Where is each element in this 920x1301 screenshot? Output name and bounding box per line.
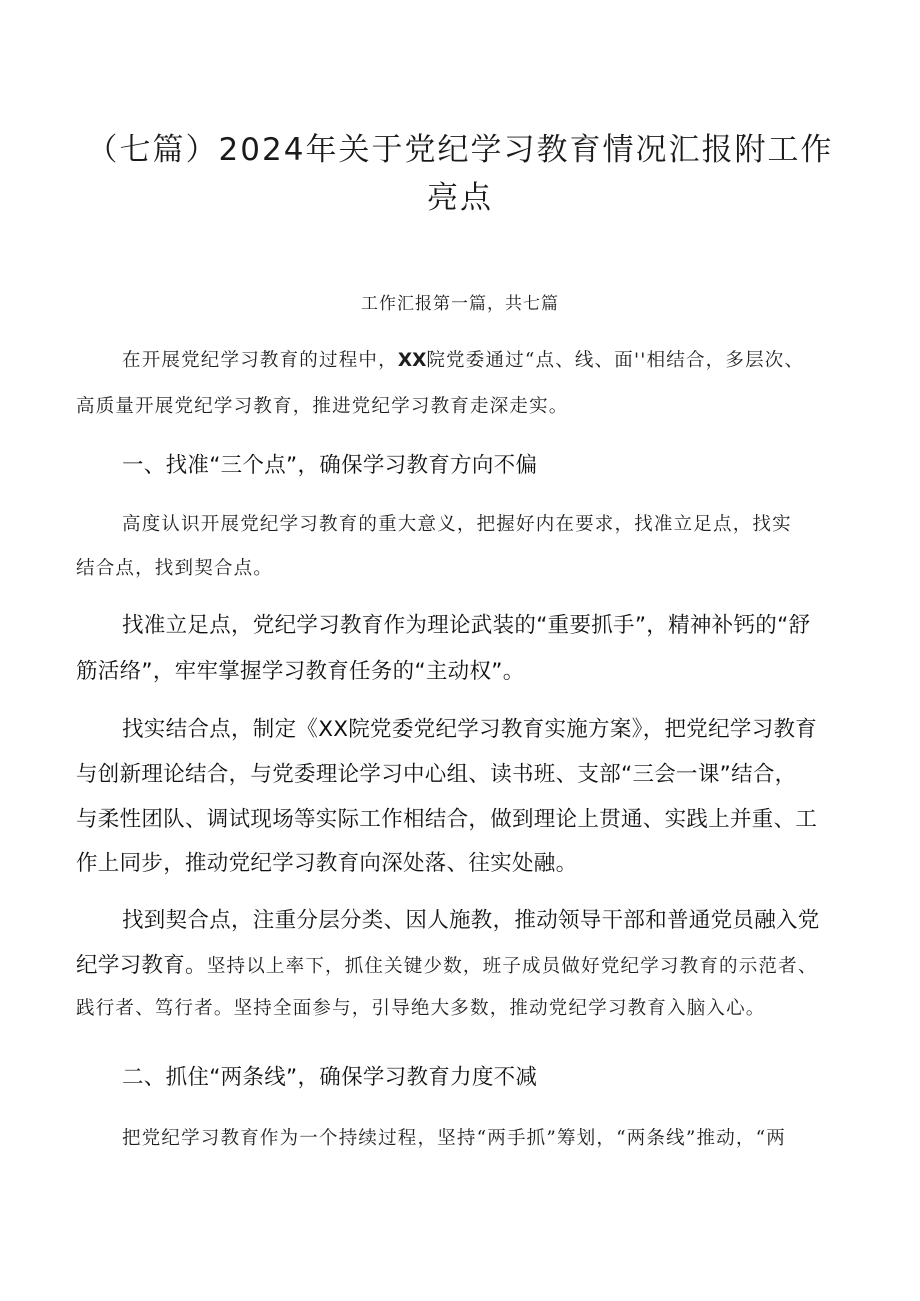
p2-line-2: 筋活络”，牢牢掌握学习教育任务的“主动权”。	[76, 659, 525, 684]
p1-line-2: 结合点，找到契合点。	[76, 558, 274, 579]
intro-line-2: 高质量开展党纪学习教育，推进党纪学习教育走深走实。	[76, 396, 569, 417]
section-heading-2: 二、抓住“两条线”，确保学习教育力度不减	[122, 1065, 538, 1090]
p3-line-4: 作上同步，推动党纪学习教育向深处落、往实处融。	[76, 851, 578, 876]
p5-line-1: 把党纪学习教育作为一个持续过程，坚持“两手抓”筹划，“两条线”推动，“两	[122, 1128, 786, 1149]
document-title-line-1: （七篇）2024年关于党纪学习教育情况汇报附工作	[86, 132, 834, 168]
section-heading-1: 一、找准“三个点”，确保学习教育方向不偏	[122, 453, 538, 478]
intro-xx: XX	[397, 350, 427, 371]
p4-line-1: 找到契合点，注重分层分类、因人施教，推动领导干部和普通党员融入党	[122, 908, 820, 933]
p4-line-2-lead: 纪学习教育。	[76, 953, 207, 978]
document-subtitle: 工作汇报第一篇，共七篇	[361, 294, 559, 314]
p1-line-1: 高度认识开展党纪学习教育的重大意义，把握好内在要求，找准立足点，找实	[122, 514, 792, 535]
document-title-line-2: 亮点	[427, 180, 493, 216]
intro-line-1	[76, 346, 912, 372]
p4-line-2	[76, 948, 866, 979]
p3-line-1: 找实结合点，制定《XX院党委党纪学习教育实施方案》，把党纪学习教育	[122, 717, 818, 742]
p4-line-3: 践行者、笃行者。坚持全面参与，引导绝大多数，推动党纪学习教育入脑入心。	[76, 998, 766, 1019]
intro-text-a: 在开展党纪学习教育的过程中，	[122, 350, 398, 371]
p3-line-2: 与创新理论结合，与党委理论学习中心组、读书班、支部“三会一课”结合，	[76, 762, 797, 787]
intro-text-b: 院党委通过“点、线、面''相结合，多层次、	[426, 350, 805, 371]
p2-line-1: 找准立足点，党纪学习教育作为理论武装的“重要抓手”，精神补钙的“舒	[122, 613, 811, 638]
p4-line-2-rest: 坚持以上率下，抓住关键少数，班子成员做好党纪学习教育的示范者、	[206, 956, 818, 977]
p3-line-3: 与柔性团队、调试现场等实际工作相结合，做到理论上贯通、实践上并重、工	[76, 807, 818, 832]
